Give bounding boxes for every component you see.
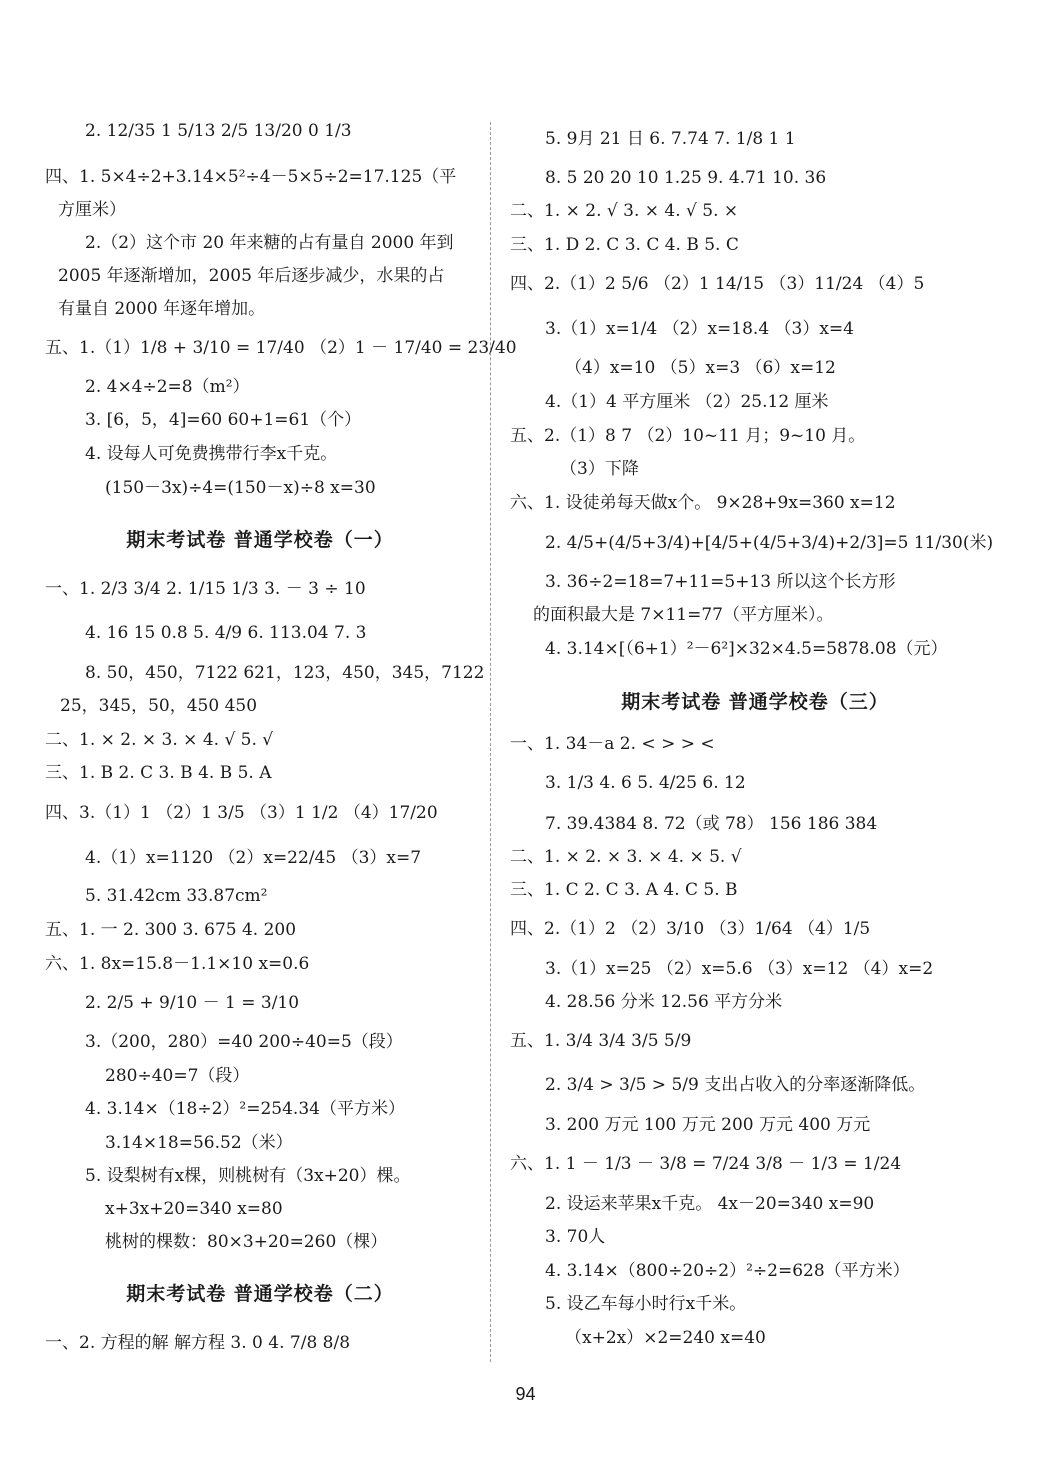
left-answer-line: 4. 3.14×（18÷2）²=254.34（平方米） bbox=[85, 1099, 405, 1119]
left-answer-line: 四、1. 5×4÷2+3.14×5²÷4－5×5÷2=17.125（平 bbox=[45, 167, 457, 187]
right-answer-line: 五、1. 3/4 3/4 3/5 5/9 bbox=[510, 1031, 692, 1051]
left-answer-line: 5. 设梨树有x棵，则桃树有（3x+20）棵。 bbox=[85, 1166, 411, 1186]
left-answer-line: 2005 年逐渐增加，2005 年后逐步减少，水果的占 bbox=[58, 266, 445, 286]
left-answer-line: 3.（200，280）=40 200÷40=5（段） bbox=[85, 1032, 403, 1052]
right-answer-line: 4.（1）4 平方厘米 （2）25.12 厘米 bbox=[545, 392, 829, 412]
section-heading: 期末考试卷 普通学校卷（一） bbox=[126, 529, 394, 551]
left-answer-line: 2. 4×4÷2=8（m²） bbox=[85, 377, 250, 397]
left-answer-line: 有量自 2000 年逐年增加。 bbox=[58, 299, 266, 319]
column-divider bbox=[490, 122, 491, 1362]
left-answer-line: 2.（2）这个市 20 年来糖的占有量自 2000 年到 bbox=[85, 233, 454, 253]
right-answer-line: 二、1. × 2. √ 3. × 4. √ 5. × bbox=[510, 201, 739, 221]
right-answer-line: 3. 200 万元 100 万元 200 万元 400 万元 bbox=[545, 1115, 871, 1135]
right-answer-line: 四、2.（1）2 5/6 （2）1 14/15 （3）11/24 （4）5 bbox=[510, 274, 925, 294]
right-answer-line: 三、1. C 2. C 3. A 4. C 5. B bbox=[510, 880, 738, 900]
left-answer-line: 桃树的棵数：80×3+20=260（棵） bbox=[105, 1232, 388, 1252]
right-answer-line: 3. 70人 bbox=[545, 1227, 606, 1247]
left-answer-line: 三、1. B 2. C 3. B 4. B 5. A bbox=[45, 763, 272, 783]
right-answer-line: 4. 3.14×（800÷20÷2）²÷2=628（平方米） bbox=[545, 1261, 910, 1281]
left-answer-line: 2. 2/5 + 9/10 － 1 = 3/10 bbox=[85, 993, 300, 1013]
left-answer-line: 4.（1）x=1120 （2）x=22/45 （3）x=7 bbox=[85, 848, 422, 868]
right-answer-line: 的面积最大是 7×11=77（平方厘米）。 bbox=[533, 605, 834, 625]
right-answer-line: （3）下降 bbox=[560, 459, 639, 479]
left-answer-line: 3. [6，5，4]=60 60+1=61（个） bbox=[85, 410, 362, 430]
left-answer-line: 一、2. 方程的解 解方程 3. 0 4. 7/8 8/8 bbox=[45, 1333, 351, 1353]
right-answer-line: （x+2x）×2=240 x=40 bbox=[565, 1328, 766, 1348]
left-answer-line: 六、1. 8x=15.8－1.1×10 x=0.6 bbox=[45, 954, 310, 974]
right-answer-line: 四、2.（1）2 （2）3/10 （3）1/64 （4）1/5 bbox=[510, 919, 871, 939]
right-answer-line: 5. 设乙车每小时行x千米。 bbox=[545, 1294, 747, 1314]
right-answer-line: 8. 5 20 20 10 1.25 9. 4.71 10. 36 bbox=[545, 168, 827, 188]
left-answer-line: 二、1. × 2. × 3. × 4. √ 5. √ bbox=[45, 730, 274, 750]
left-answer-line: 方厘米） bbox=[58, 200, 126, 220]
left-answer-line: 4. 设每人可免费携带行李x千克。 bbox=[85, 444, 338, 464]
right-answer-line: （4）x=10 （5）x=3 （6）x=12 bbox=[565, 358, 836, 378]
right-answer-line: 3. 36÷2=18=7+11=5+13 所以这个长方形 bbox=[545, 572, 896, 592]
section-heading: 期末考试卷 普通学校卷（二） bbox=[126, 1283, 394, 1305]
left-answer-line: 四、3.（1）1 （2）1 3/5 （3）1 1/2 （4）17/20 bbox=[45, 803, 438, 823]
section-heading: 期末考试卷 普通学校卷（三） bbox=[621, 691, 889, 713]
right-answer-line: 3. 1/3 4. 6 5. 4/25 6. 12 bbox=[545, 773, 746, 793]
left-answer-line: 五、1.（1）1/8 + 3/10 = 17/40 （2）1 － 17/40 = 23/40 bbox=[45, 338, 517, 358]
left-answer-line: 5. 31.42cm 33.87cm² bbox=[85, 886, 268, 906]
right-answer-line: 5. 9月 21 日 6. 7.74 7. 1/8 1 1 bbox=[545, 129, 796, 149]
right-answer-line: 三、1. D 2. C 3. C 4. B 5. C bbox=[510, 235, 739, 255]
right-answer-line: 3.（1）x=25 （2）x=5.6 （3）x=12 （4）x=2 bbox=[545, 959, 934, 979]
left-answer-line: 五、1. 一 2. 300 3. 675 4. 200 bbox=[45, 920, 297, 940]
left-answer-line: 3.14×18=56.52（米） bbox=[105, 1133, 293, 1153]
right-answer-line: 二、1. × 2. × 3. × 4. × 5. √ bbox=[510, 847, 742, 867]
right-answer-line: 五、2.（1）8 7 （2）10~11 月；9~10 月。 bbox=[510, 426, 866, 446]
right-answer-line: 7. 39.4384 8. 72（或 78） 156 186 384 bbox=[545, 814, 878, 834]
left-answer-line: 25，345，50，450 450 bbox=[60, 696, 258, 716]
right-answer-line: 六、1. 设徒弟每天做x个。 9×28+9x=360 x=12 bbox=[510, 493, 896, 513]
left-answer-line: (150－3x)÷4=(150－x)÷8 x=30 bbox=[105, 478, 376, 498]
left-answer-line: 280÷40=7（段） bbox=[105, 1066, 250, 1086]
left-answer-line: x+3x+20=340 x=80 bbox=[105, 1199, 283, 1219]
right-answer-line: 4. 28.56 分米 12.56 平方分米 bbox=[545, 992, 783, 1012]
right-answer-line: 2. 设运来苹果x千克。 4x－20=340 x=90 bbox=[545, 1194, 875, 1214]
right-answer-line: 一、1. 34－a 2. < > > < bbox=[510, 734, 715, 754]
left-answer-line: 2. 12/35 1 5/13 2/5 13/20 0 1/3 bbox=[85, 121, 352, 141]
right-answer-line: 2. 4/5+(4/5+3/4)+[4/5+(4/5+3/4)+2/3]=5 11/30(米) bbox=[545, 533, 994, 553]
right-answer-line: 3.（1）x=1/4 （2）x=18.4 （3）x=4 bbox=[545, 319, 854, 339]
page-number: 94 bbox=[515, 1384, 536, 1404]
right-answer-line: 六、1. 1 － 1/3 － 3/8 = 7/24 3/8 － 1/3 = 1/24 bbox=[510, 1154, 902, 1174]
right-answer-line: 4. 3.14×[（6+1）²－6²]×32×4.5=5878.08（元） bbox=[545, 639, 948, 659]
left-answer-line: 一、1. 2/3 3/4 2. 1/15 1/3 3. － 3 ÷ 10 bbox=[45, 579, 366, 599]
right-answer-line: 2. 3/4 > 3/5 > 5/9 支出占收入的分率逐渐降低。 bbox=[545, 1075, 926, 1095]
left-answer-line: 8. 50，450，7122 621，123，450，345，7122 bbox=[85, 663, 485, 683]
left-answer-line: 4. 16 15 0.8 5. 4/9 6. 113.04 7. 3 bbox=[85, 623, 367, 643]
